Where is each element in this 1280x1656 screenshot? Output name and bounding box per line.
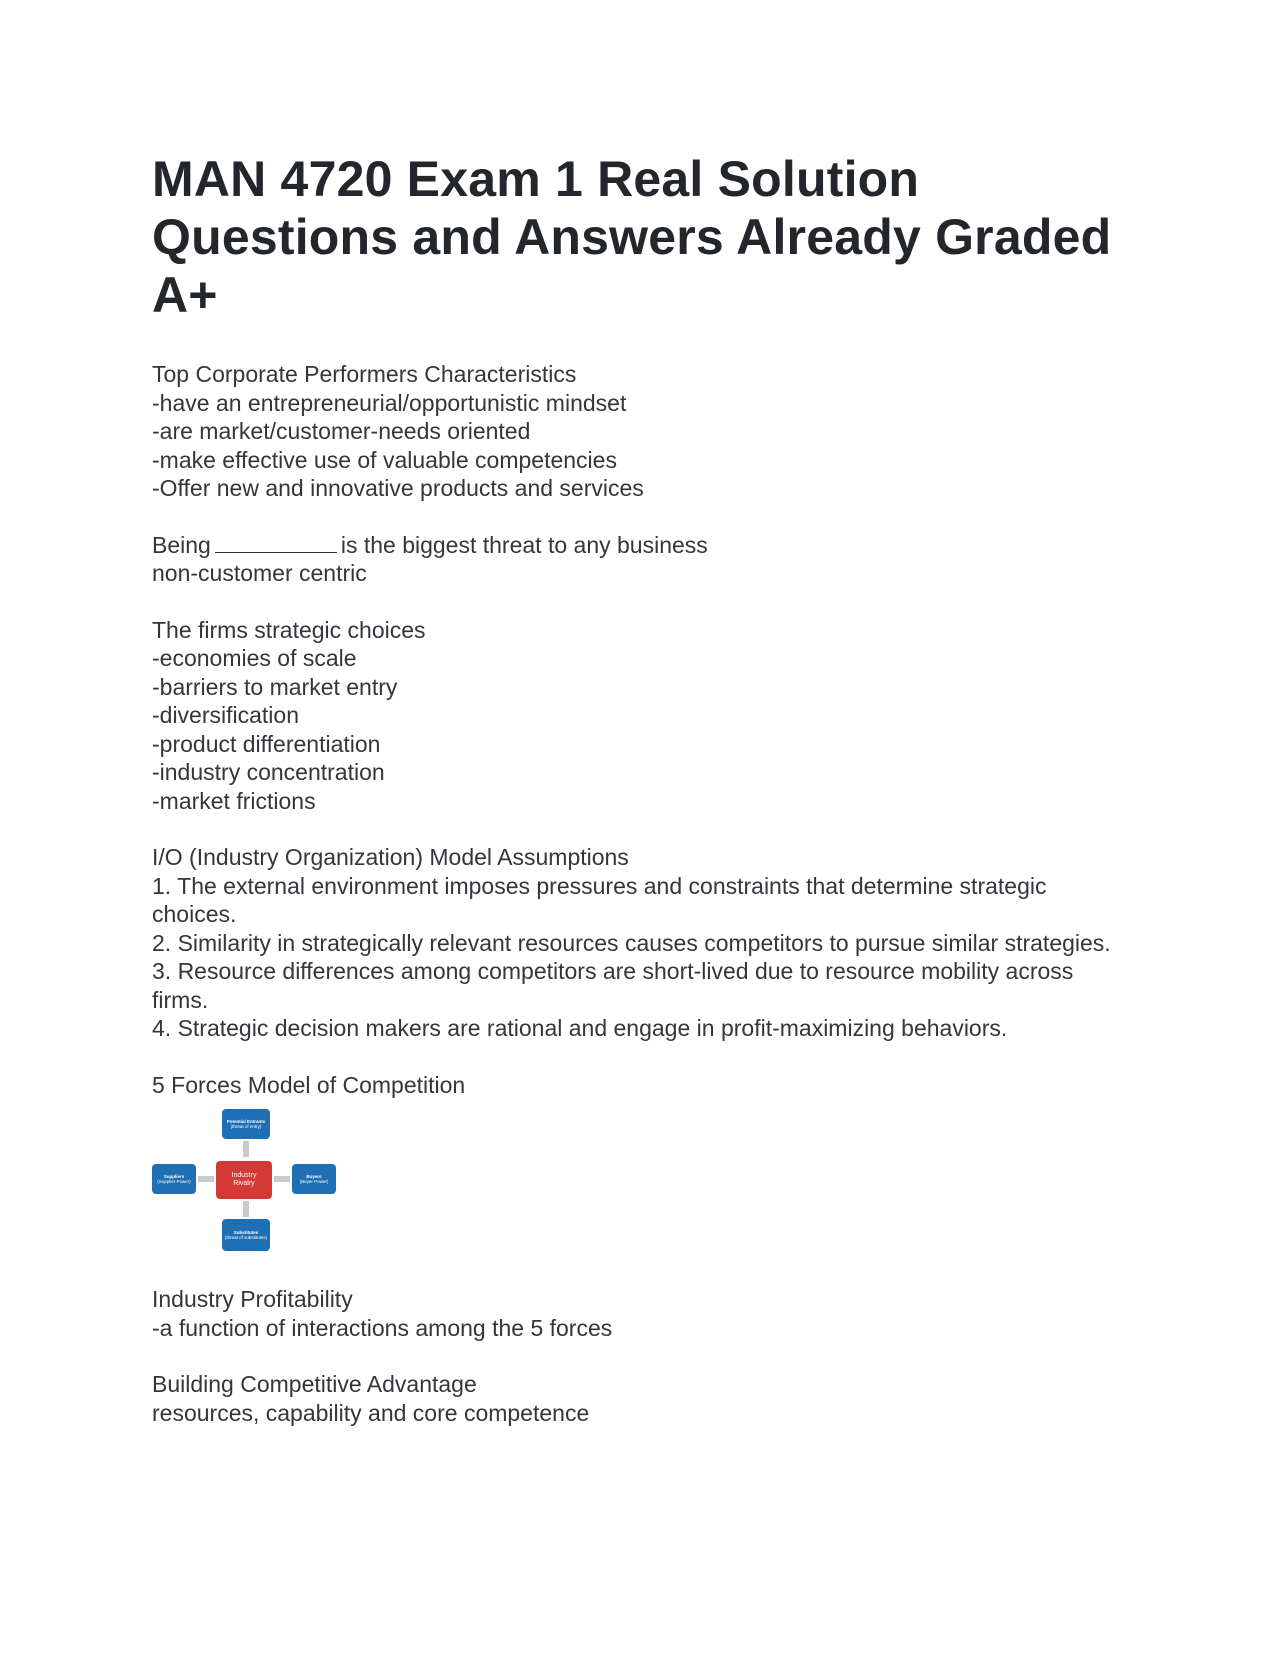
box-subtitle: (Supplier Power) bbox=[157, 1179, 191, 1184]
section-heading: 5 Forces Model of Competition bbox=[152, 1071, 466, 1098]
title-line: Questions and Answers Already Graded bbox=[152, 209, 1112, 265]
section-heading: Industry Profitability bbox=[152, 1286, 353, 1312]
document-title bbox=[152, 150, 1132, 324]
arrow-down bbox=[243, 1141, 249, 1157]
box-title: Suppliers bbox=[163, 1174, 185, 1179]
answer-text: non-customer centric bbox=[152, 560, 367, 586]
section-strategic-choices bbox=[152, 616, 1132, 816]
section-industry-profitability bbox=[152, 1285, 1132, 1342]
arrow-right bbox=[198, 1176, 214, 1182]
list-item: 3. Resource differences among competitors are short-lived due to resource mobility across firms. bbox=[152, 958, 1074, 1013]
list-item: 2. Similarity in strategically relevant resources causes competitors to pursue similar strategies. bbox=[152, 929, 1111, 956]
section-top-performers bbox=[152, 360, 1132, 503]
list-item: -market frictions bbox=[152, 787, 316, 814]
box-subtitle: (threat of entry) bbox=[230, 1124, 262, 1129]
box-title: Industry bbox=[231, 1172, 257, 1179]
question-after: is the biggest threat to any business bbox=[340, 531, 708, 558]
list-item: -barriers to market entry bbox=[152, 673, 398, 700]
section-five-forces bbox=[152, 1071, 1132, 1256]
box-subtitle: (Buyer Power) bbox=[299, 1179, 329, 1184]
question-before: Being bbox=[152, 531, 211, 558]
list-item: -are market/customer-needs oriented bbox=[152, 418, 531, 444]
list-item: 1. The external environment imposes pressures and constraints that determine strategic choices. bbox=[152, 872, 1047, 927]
box-title: Substitutes bbox=[233, 1230, 259, 1235]
industry-rivalry-box bbox=[216, 1161, 272, 1199]
box-subtitle: Rivalry bbox=[233, 1180, 255, 1187]
document-page bbox=[152, 150, 1132, 1427]
section-biggest-threat bbox=[152, 531, 1132, 588]
box-title: Potential Entrants bbox=[226, 1119, 266, 1124]
box-title: Buyers bbox=[306, 1174, 322, 1179]
answer-text: -a function of interactions among the 5 forces bbox=[152, 1314, 613, 1341]
suppliers-box bbox=[152, 1164, 196, 1194]
list-item: -industry concentration bbox=[152, 759, 385, 785]
list-item: -economies of scale bbox=[152, 645, 357, 671]
arrow-up bbox=[243, 1201, 249, 1217]
section-heading: The firms strategic choices bbox=[152, 616, 426, 643]
substitutes-box bbox=[222, 1219, 270, 1251]
question-line bbox=[152, 531, 1132, 560]
five-forces-diagram bbox=[152, 1105, 352, 1255]
title-line: MAN 4720 Exam 1 Real Solution bbox=[152, 151, 920, 207]
potential-entrants-box bbox=[222, 1109, 270, 1139]
list-item: -diversification bbox=[152, 702, 299, 728]
section-competitive-advantage bbox=[152, 1370, 1132, 1427]
list-item: -product differentiation bbox=[152, 730, 381, 757]
arrow-left bbox=[274, 1176, 290, 1182]
list-item: -make effective use of valuable competencies bbox=[152, 446, 617, 473]
list-item: -have an entrepreneurial/opportunistic mindset bbox=[152, 389, 627, 416]
list-item: 4. Strategic decision makers are rational and engage in profit-maximizing behaviors. bbox=[152, 1015, 1008, 1041]
title-line: A+ bbox=[152, 267, 218, 323]
buyers-box bbox=[292, 1164, 336, 1194]
section-io-model bbox=[152, 843, 1132, 1043]
answer-text: resources, capability and core competence bbox=[152, 1399, 590, 1426]
section-heading: Top Corporate Performers Characteristics bbox=[152, 361, 577, 387]
box-subtitle: (threat of substitutes) bbox=[224, 1235, 268, 1240]
section-heading: I/O (Industry Organization) Model Assumptions bbox=[152, 844, 629, 870]
answer-blank bbox=[215, 534, 337, 553]
section-heading: Building Competitive Advantage bbox=[152, 1371, 477, 1397]
list-item: -Offer new and innovative products and services bbox=[152, 475, 644, 501]
